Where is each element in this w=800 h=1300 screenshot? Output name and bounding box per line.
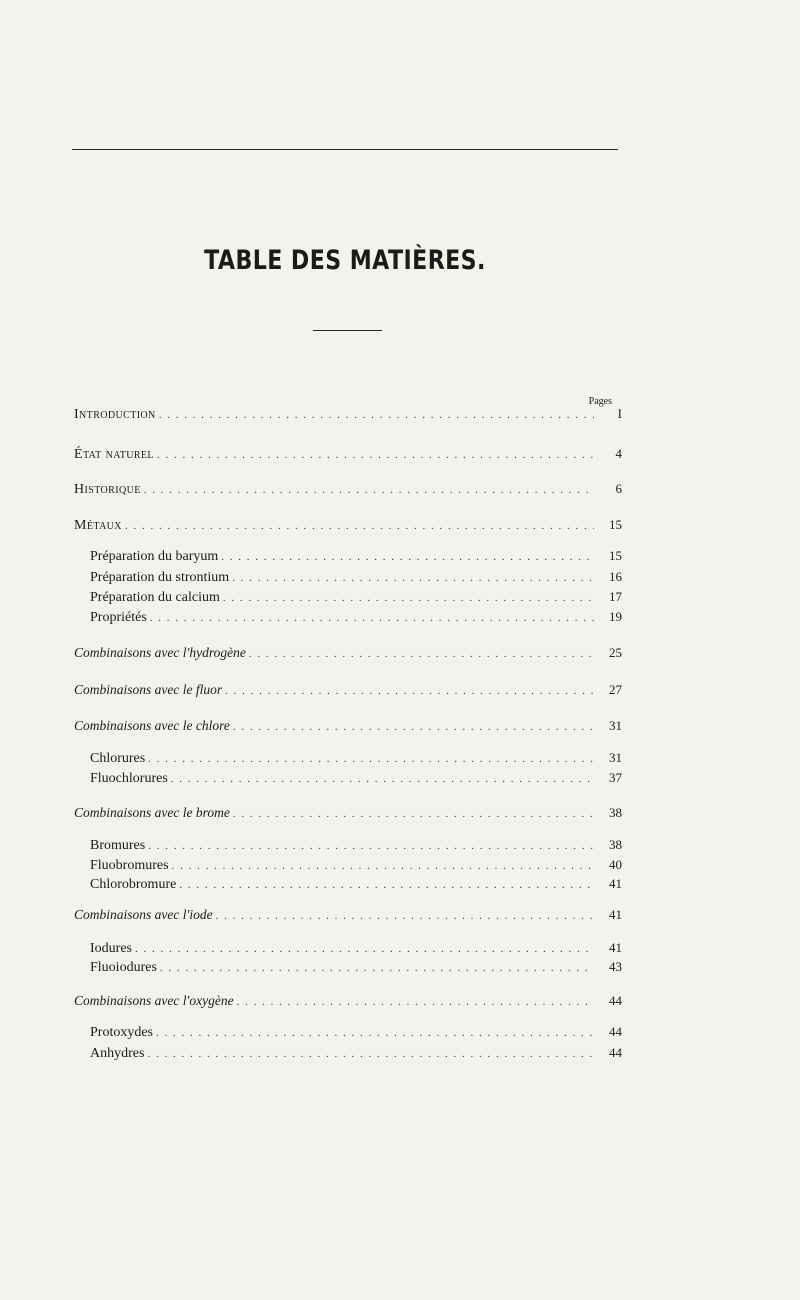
toc-entry-preparation-strontium	[90, 569, 622, 587]
toc-entry-label: État naturel	[74, 447, 154, 462]
toc-entry-page: 31	[609, 718, 622, 733]
toc-entry-label: Fluoiodures	[90, 960, 157, 975]
leader-dots	[246, 648, 594, 660]
toc-entry-label: Préparation du baryum	[90, 549, 219, 564]
toc-entry-page: 15	[609, 548, 622, 563]
leader-dots	[230, 721, 594, 733]
toc-entry-page: 25	[609, 645, 622, 660]
leader-dots	[176, 879, 594, 891]
toc-entry-page: 44	[609, 1045, 622, 1060]
toc-entry-page: 16	[609, 569, 622, 584]
toc-entry-page: 19	[609, 609, 622, 624]
toc-entry-preparation-baryum	[90, 548, 622, 566]
toc-entry-label: Combinaisons avec l'iode	[74, 907, 213, 922]
toc-entry-label: Iodures	[90, 941, 132, 956]
pages-column-heading: Pages	[588, 396, 612, 407]
toc-entry-page: 41	[609, 940, 622, 955]
toc-entry-bromures	[90, 837, 622, 855]
leader-dots	[157, 962, 594, 974]
leader-dots	[222, 685, 594, 697]
toc-entry-iode	[74, 907, 622, 925]
toc-entry-label: Combinaisons avec le brome	[74, 805, 230, 820]
toc-entry-page: 37	[609, 770, 622, 785]
toc-entry-label: Anhydres	[90, 1046, 145, 1061]
toc-entry-page: 43	[609, 959, 622, 974]
toc-entry-page: 40	[609, 857, 622, 872]
leader-dots	[141, 484, 594, 496]
toc-entry-fluobromures	[90, 857, 622, 875]
toc-entry-label: Introduction	[74, 407, 156, 422]
leader-dots	[229, 572, 594, 584]
leader-dots	[168, 773, 594, 785]
leader-dots	[147, 612, 594, 624]
toc-entry-label: Combinaisons avec le fluor	[74, 682, 223, 697]
toc-entry-fluoiodures	[90, 959, 622, 977]
leader-dots	[154, 449, 594, 461]
toc-entry-page: 38	[609, 837, 622, 852]
toc-entry-page: 31	[609, 750, 622, 765]
leader-dots	[132, 943, 594, 955]
leader-dots	[234, 996, 594, 1008]
toc-entry-protoxydes	[90, 1024, 622, 1042]
toc-entry-label: Préparation du calcium	[90, 590, 220, 605]
toc-entry-page: 17	[609, 589, 622, 604]
toc-entry-page: 27	[609, 682, 622, 697]
toc-entry-label: Métaux	[74, 518, 122, 533]
toc-entry-label: Propriétés	[90, 610, 147, 625]
toc-entry-page: 38	[609, 805, 622, 820]
toc-entry-page: 15	[609, 517, 622, 532]
toc-entry-anhydres	[90, 1045, 622, 1063]
toc-entry-metaux	[74, 517, 622, 535]
toc-entry-label: Fluochlorures	[90, 771, 168, 786]
leader-dots	[156, 409, 594, 421]
toc-entry-label: Combinaisons avec l'hydrogène	[74, 645, 246, 660]
leader-dots	[169, 860, 594, 872]
leader-dots	[153, 1027, 594, 1039]
toc-entry-page: 41	[609, 876, 622, 891]
toc-entry-page: 6	[615, 481, 622, 496]
toc-entry-page: I	[617, 406, 622, 421]
toc-entry-introduction	[74, 406, 622, 424]
leader-dots	[220, 592, 594, 604]
toc-entry-label: Combinaisons avec le chlore	[74, 718, 230, 733]
toc-entry-label: Chlorobromure	[90, 877, 177, 892]
toc-entry-page: 4	[615, 446, 622, 461]
toc-entry-brome	[74, 805, 622, 823]
leader-dots	[230, 808, 594, 820]
toc-entry-label: Préparation du strontium	[90, 570, 230, 585]
toc-entry-oxygene	[74, 993, 622, 1011]
toc-entry-chlore	[74, 718, 622, 736]
toc-entry-page: 44	[609, 993, 622, 1008]
toc-entry-fluor	[74, 682, 622, 700]
toc-entry-label: Historique	[74, 482, 141, 497]
toc-entry-preparation-calcium	[90, 589, 622, 607]
toc-entry-label: Fluobromures	[90, 858, 169, 873]
toc-entry-iodures	[90, 940, 622, 958]
toc-entry-label: Protoxydes	[90, 1025, 153, 1040]
leader-dots	[213, 910, 594, 922]
toc-entry-etat-naturel	[74, 446, 622, 464]
leader-dots	[145, 840, 594, 852]
leader-dots	[145, 753, 594, 765]
toc-entry-page: 41	[609, 907, 622, 922]
page-title: TABLE DES MATIÈRES.	[204, 245, 486, 276]
leader-dots	[122, 520, 594, 532]
leader-dots	[144, 1048, 594, 1060]
toc-entry-proprietes	[90, 609, 622, 627]
toc-entry-label: Chlorures	[90, 751, 146, 766]
toc-entry-label: Bromures	[90, 838, 146, 853]
toc-entry-hydrogene	[74, 645, 622, 663]
toc-entry-page: 44	[609, 1024, 622, 1039]
leader-dots	[218, 551, 594, 563]
toc-entry-fluochlorures	[90, 770, 622, 788]
toc-entry-label: Combinaisons avec l'oxygène	[74, 993, 234, 1008]
toc-entry-chlorobromure	[90, 876, 622, 894]
toc-entry-chlorures	[90, 750, 622, 768]
toc-entry-historique	[74, 481, 622, 499]
